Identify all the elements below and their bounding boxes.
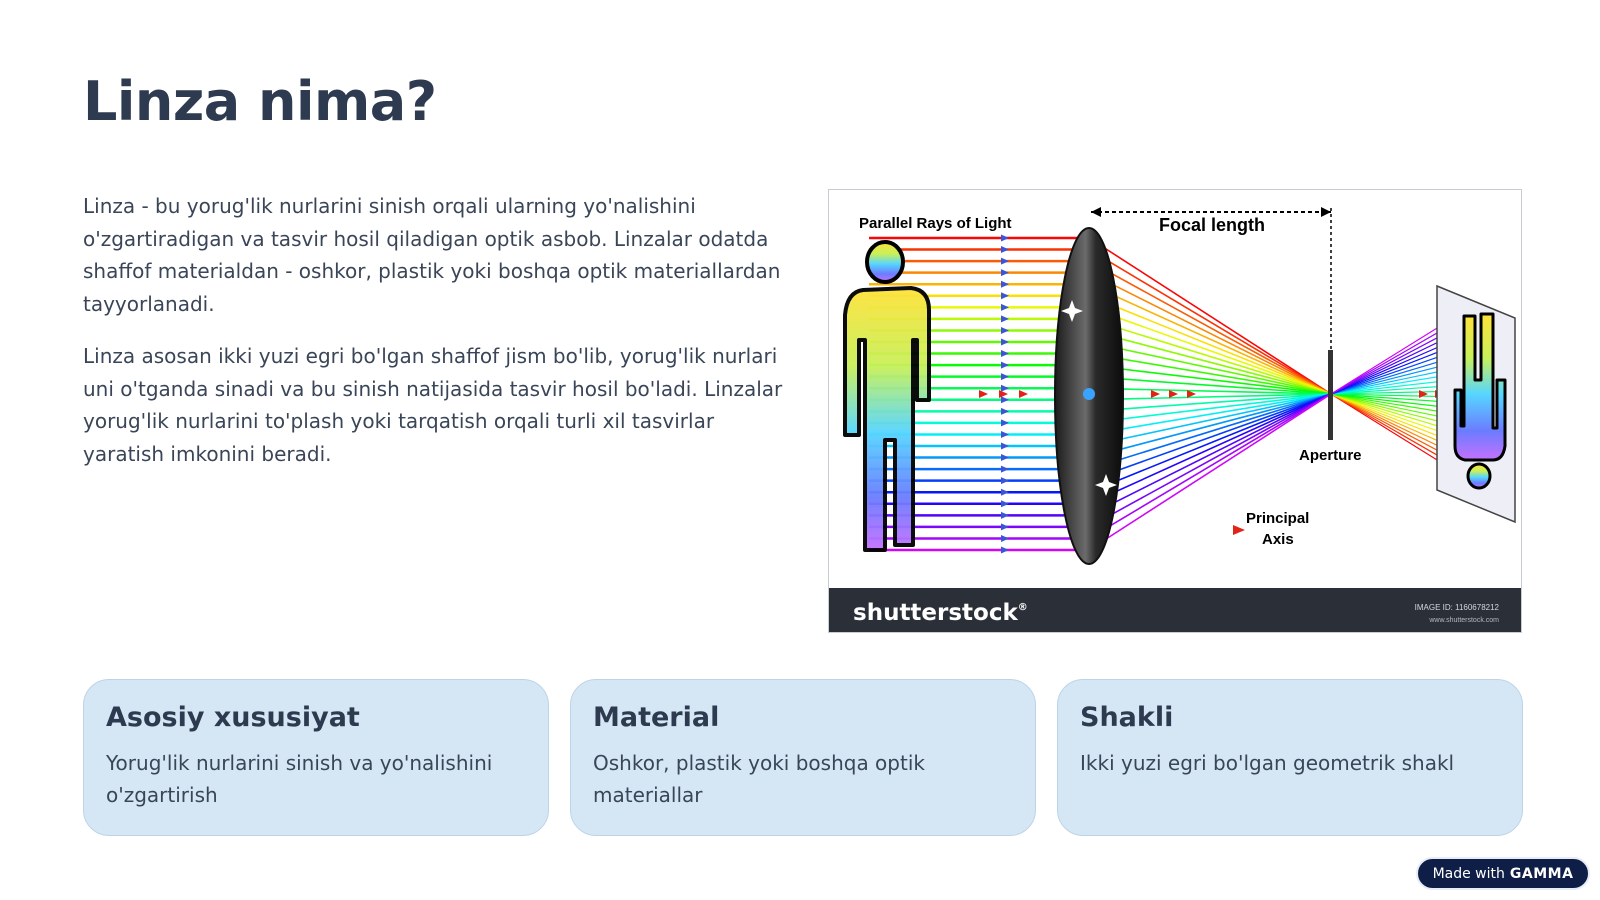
converging-ray (1089, 394, 1331, 481)
label-aperture: Aperture (1299, 447, 1362, 464)
card-main-property (83, 679, 549, 836)
label-axis: Axis (1262, 531, 1294, 548)
ray-arrow-icon (1001, 535, 1009, 542)
ray-arrow-icon (1001, 431, 1009, 438)
principal-axis-arrow-icon (979, 390, 988, 398)
gamma-logo: GAMMA (1509, 865, 1574, 882)
paragraph-1: Linza - bu yorug'lik nurlarini sinish orqali ularning yo'nalishini o'zgartiradigan va tasvir hosil qiladigan optik asbob. Linzalar odatda shaffof materialdan - oshkor, plastik yoki boshqa optik materiallardan tayyorlanadi. (83, 194, 781, 316)
focal-length-marker (1091, 207, 1331, 394)
converging-ray (1089, 238, 1331, 394)
converging-ray (1089, 250, 1331, 394)
ray-arrow-icon (1001, 246, 1009, 253)
shutterstock-logo: shutterstock® (853, 600, 1028, 626)
label-parallel-rays: Parallel Rays of Light (859, 215, 1012, 232)
label-focal-length: Focal length (1159, 215, 1266, 235)
ray-arrow-icon (1001, 396, 1009, 403)
converging-ray (1089, 394, 1331, 446)
converging-ray (1089, 273, 1331, 394)
card-title: Asosiy xususiyat (106, 702, 360, 733)
ray-arrow-icon (1001, 477, 1009, 484)
optical-center-icon (1083, 388, 1095, 400)
lens-diagram (829, 190, 1522, 633)
ray-arrow-icon (1001, 292, 1009, 299)
ray-arrow-icon (1001, 373, 1009, 380)
ray-arrow-icon (1001, 454, 1009, 461)
light-rays (869, 235, 1469, 554)
ray-arrow-icon (1001, 419, 1009, 426)
ray-arrow-icon (1001, 304, 1009, 311)
converging-ray (1089, 342, 1331, 394)
ray-arrow-icon (1001, 385, 1009, 392)
paragraph-2: Linza asosan ikki yuzi egri bo'lgan shaffof jism bo'lib, yorug'lik nurlari uni o'tganda sinadi va bu sinish natijasida tasvir hosil bo'ladi. Linzalar yorug'lik nurlarini to'plash yoki tarqatish orqali turli xil tasvirlar yaratish imkonini beradi. (83, 344, 783, 466)
ray-arrow-icon (1001, 523, 1009, 530)
lens-diagram-image (828, 189, 1522, 633)
ray-arrow-icon (1001, 235, 1009, 242)
principal-axis-arrow-icon (1151, 390, 1160, 398)
card-text: Oshkor, plastik yoki boshqa optik materiallar (593, 751, 925, 807)
ray-arrow-icon (1001, 547, 1009, 554)
ray-arrow-icon (1001, 327, 1009, 334)
ray-arrow-icon (1001, 362, 1009, 369)
ray-arrow-icon (1001, 512, 1009, 519)
card-shape (1057, 679, 1523, 836)
slide-title: Linza nima? (83, 70, 437, 133)
principal-axis-arrow-icon (1019, 390, 1028, 398)
image-id-text: IMAGE ID: 1160678212 (1414, 603, 1499, 612)
ray-arrow-icon (1001, 466, 1009, 473)
feature-cards (83, 679, 1523, 836)
principal-axis-arrow-icon (999, 390, 1008, 398)
ray-arrow-icon (1001, 339, 1009, 346)
card-title: Shakli (1080, 702, 1174, 733)
converging-ray (1089, 319, 1331, 394)
made-with-gamma-badge[interactable] (1416, 857, 1590, 890)
ray-arrow-icon (1001, 489, 1009, 496)
ray-arrow-icon (1001, 269, 1009, 276)
converging-ray (1089, 394, 1331, 504)
principal-axis-arrow-icon (1169, 390, 1178, 398)
card-text: Yorug'lik nurlarini sinish va yo'nalishini o'zgartirish (106, 751, 493, 807)
label-principal: Principal (1246, 510, 1310, 527)
body-text (83, 190, 783, 490)
card-title: Material (593, 702, 720, 733)
ray-arrow-icon (1001, 315, 1009, 322)
aperture-icon (1328, 350, 1333, 440)
card-text: Ikki yuzi egri bo'lgan geometrik shakl (1080, 751, 1455, 775)
ray-arrow-icon (1001, 443, 1009, 450)
ray-arrow-icon (1001, 500, 1009, 507)
converging-ray (1089, 394, 1331, 469)
card-material (570, 679, 1036, 836)
ray-arrow-icon (1001, 258, 1009, 265)
converging-ray (1089, 307, 1331, 394)
badge-prefix: Made with (1432, 865, 1505, 882)
principal-axis-arrow-icon (1233, 525, 1245, 535)
converging-ray (1089, 284, 1331, 394)
ray-arrow-icon (1001, 408, 1009, 415)
site-text: www.shutterstock.com (1429, 617, 1499, 624)
ray-arrow-icon (1001, 350, 1009, 357)
converging-ray (1089, 394, 1331, 515)
ray-arrow-icon (1001, 281, 1009, 288)
